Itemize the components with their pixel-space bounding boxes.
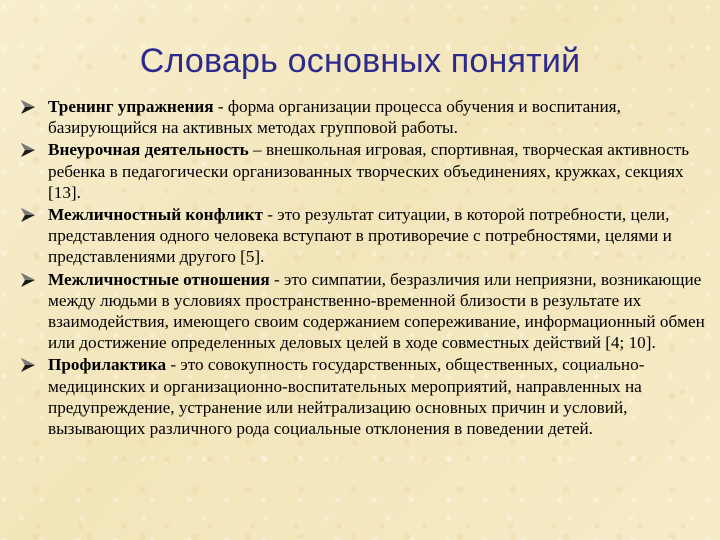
arrow-bullet-icon [20,272,36,288]
term-definition: - это результат ситуации, в которой потребности, цели, представления одного человека вступают в противоречие с потребностями, целями и представлениями другого [5]. [48,205,672,267]
term-definition: - это совокупность государственных, общественных, социально-медицинских и организационно-воспитательных мероприятий, направленных на предупреждение, устранение или нейтрализацию основных причин и условий, вызывающих различного рода социальные отклонения в поведении детей. [48,355,645,439]
arrow-bullet-icon [20,99,36,115]
list-item [20,354,716,439]
term-name: Профилактика [48,355,167,375]
list-item [20,139,716,203]
arrow-bullet-icon [20,357,36,373]
list-item [20,96,716,138]
term-name: Межличностные отношения [48,269,270,289]
arrow-bullet-icon [20,207,36,223]
arrow-bullet-icon [20,142,36,158]
list-item [20,204,716,268]
term-definition: - это симпатии, безразличия или неприязни, возникающие между людьми в условиях пространственно-временной близости в результате их взаимодействия, имеющего своим содержанием сопереживание, информационный обмен или достижение определенных деловых целей в ходе совместных действий [4; 10]. [48,269,705,353]
term-name: Межличностный конфликт [48,205,263,225]
term-definition: - форма организации процесса обучения и воспитания, базирующийся на активных методах групповой работы. [48,97,621,138]
term-list [20,96,716,440]
slide-title: Словарь основных понятий [139,42,581,80]
term-name: Внеурочная деятельность [48,140,249,160]
term-definition: – внешкольная игровая, спортивная, творческая активность ребенка в педагогически организованных творческих объединениях, кружках, секциях [13]. [48,140,690,202]
term-name: Тренинг упражнения [48,97,214,116]
list-item [20,269,716,354]
